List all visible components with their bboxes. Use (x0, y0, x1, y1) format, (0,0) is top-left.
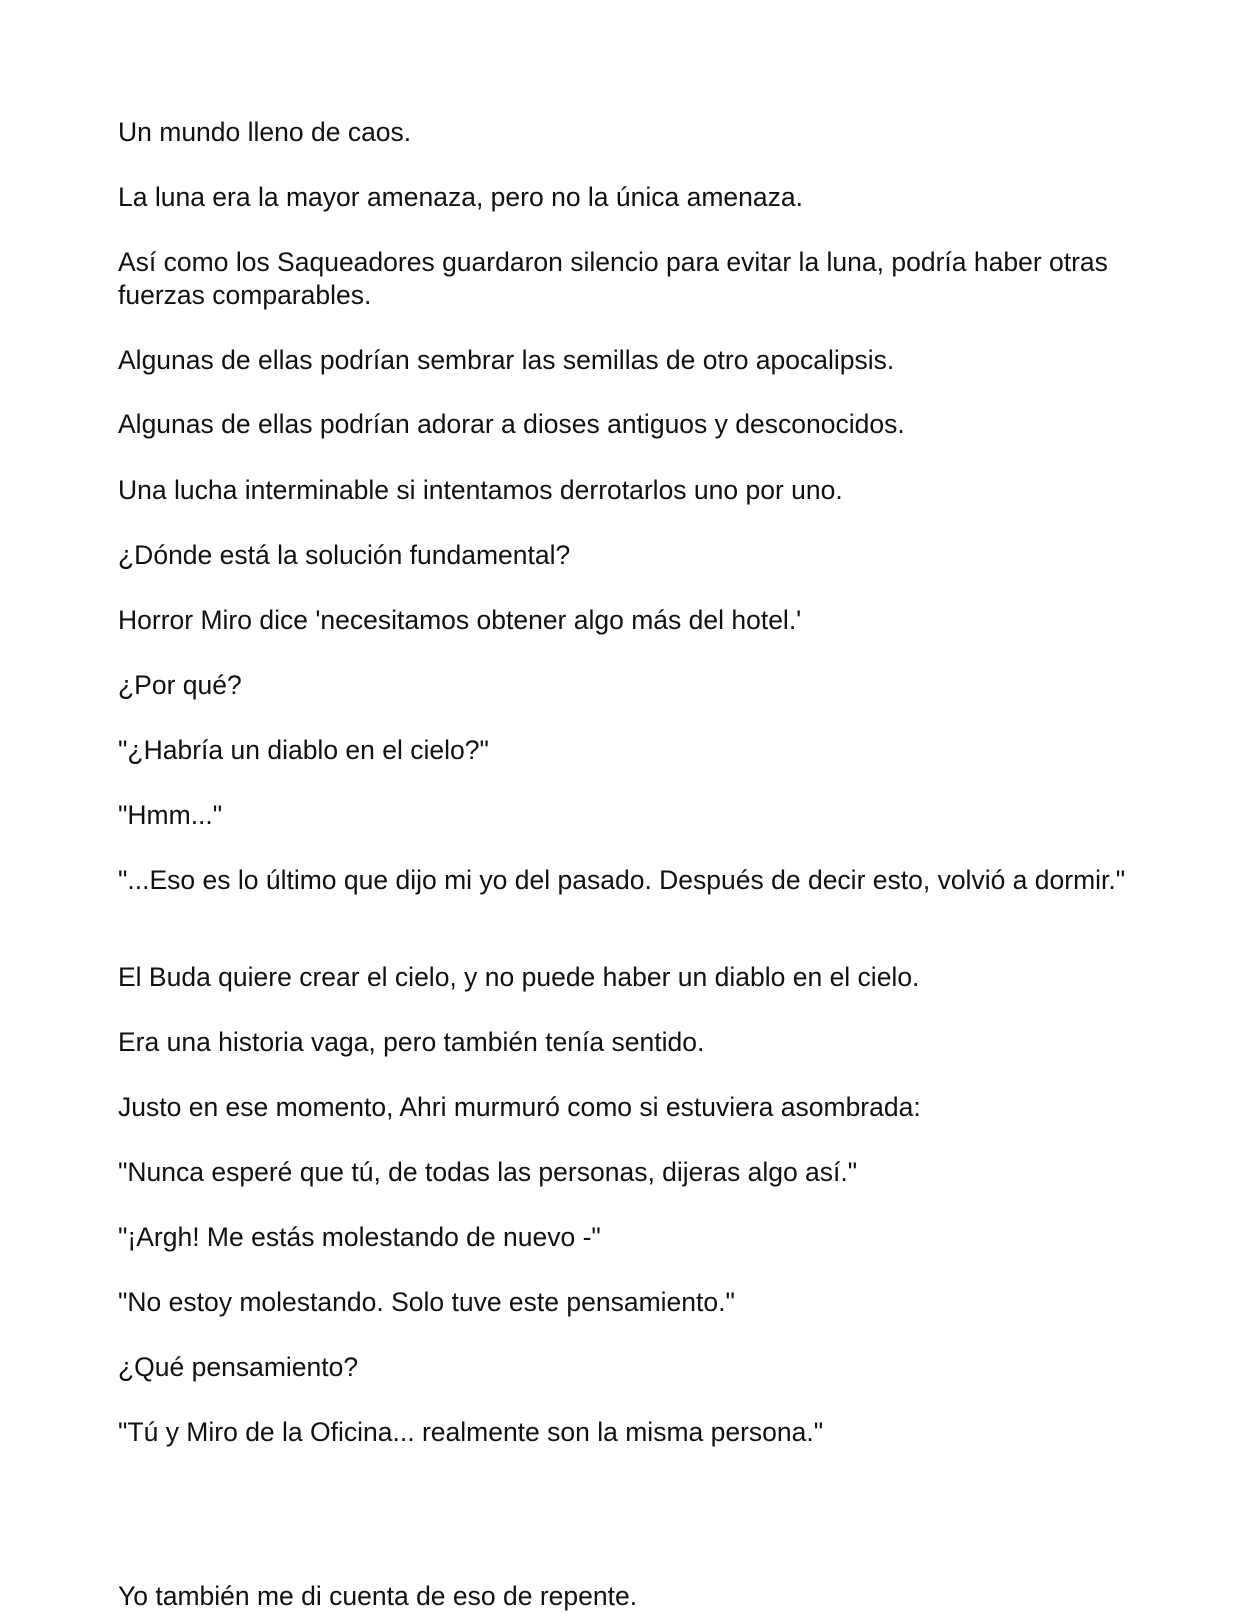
paragraph-7: ¿Dónde está la solución fundamental? (118, 540, 571, 570)
paragraph-16: "Nunca esperé que tú, de todas las personas, dijeras algo así." (118, 1157, 858, 1187)
paragraph-1: Un mundo lleno de caos. (118, 117, 412, 147)
paragraph-14: Era una historia vaga, pero también tenía sentido. (118, 1027, 705, 1057)
paragraph-21: Yo también me di cuenta de eso de repente. (118, 1581, 638, 1611)
paragraph-11: "Hmm..." (118, 800, 223, 830)
paragraph-15: Justo en ese momento, Ahri murmuró como si estuviera asombrada: (118, 1092, 921, 1122)
paragraph-17: "¡Argh! Me estás molestando de nuevo -" (118, 1222, 601, 1252)
paragraph-18: "No estoy molestando. Solo tuve este pensamiento." (118, 1287, 735, 1317)
paragraph-4: Algunas de ellas podrían sembrar las semillas de otro apocalipsis. (118, 345, 895, 375)
paragraph-2: La luna era la mayor amenaza, pero no la única amenaza. (118, 182, 804, 212)
paragraph-6: Una lucha interminable si intentamos derrotarlos uno por uno. (118, 475, 843, 505)
paragraph-5: Algunas de ellas podrían adorar a dioses antiguos y desconocidos. (118, 409, 905, 439)
paragraph-3: Así como los Saqueadores guardaron silencio para evitar la luna, podría haber otras fuerzas comparables. (118, 247, 1108, 310)
paragraph-19: ¿Qué pensamiento? (118, 1352, 359, 1382)
paragraph-20: "Tú y Miro de la Oficina... realmente son la misma persona." (118, 1417, 824, 1447)
paragraph-8: Horror Miro dice 'necesitamos obtener algo más del hotel.' (118, 605, 802, 635)
paragraph-13: El Buda quiere crear el cielo, y no puede haber un diablo en el cielo. (118, 962, 920, 992)
paragraph-10: "¿Habría un diablo en el cielo?" (118, 735, 489, 765)
paragraph-12: "...Eso es lo último que dijo mi yo del pasado. Después de decir esto, volvió a dormir." (118, 865, 1126, 895)
paragraph-9: ¿Por qué? (118, 670, 242, 700)
